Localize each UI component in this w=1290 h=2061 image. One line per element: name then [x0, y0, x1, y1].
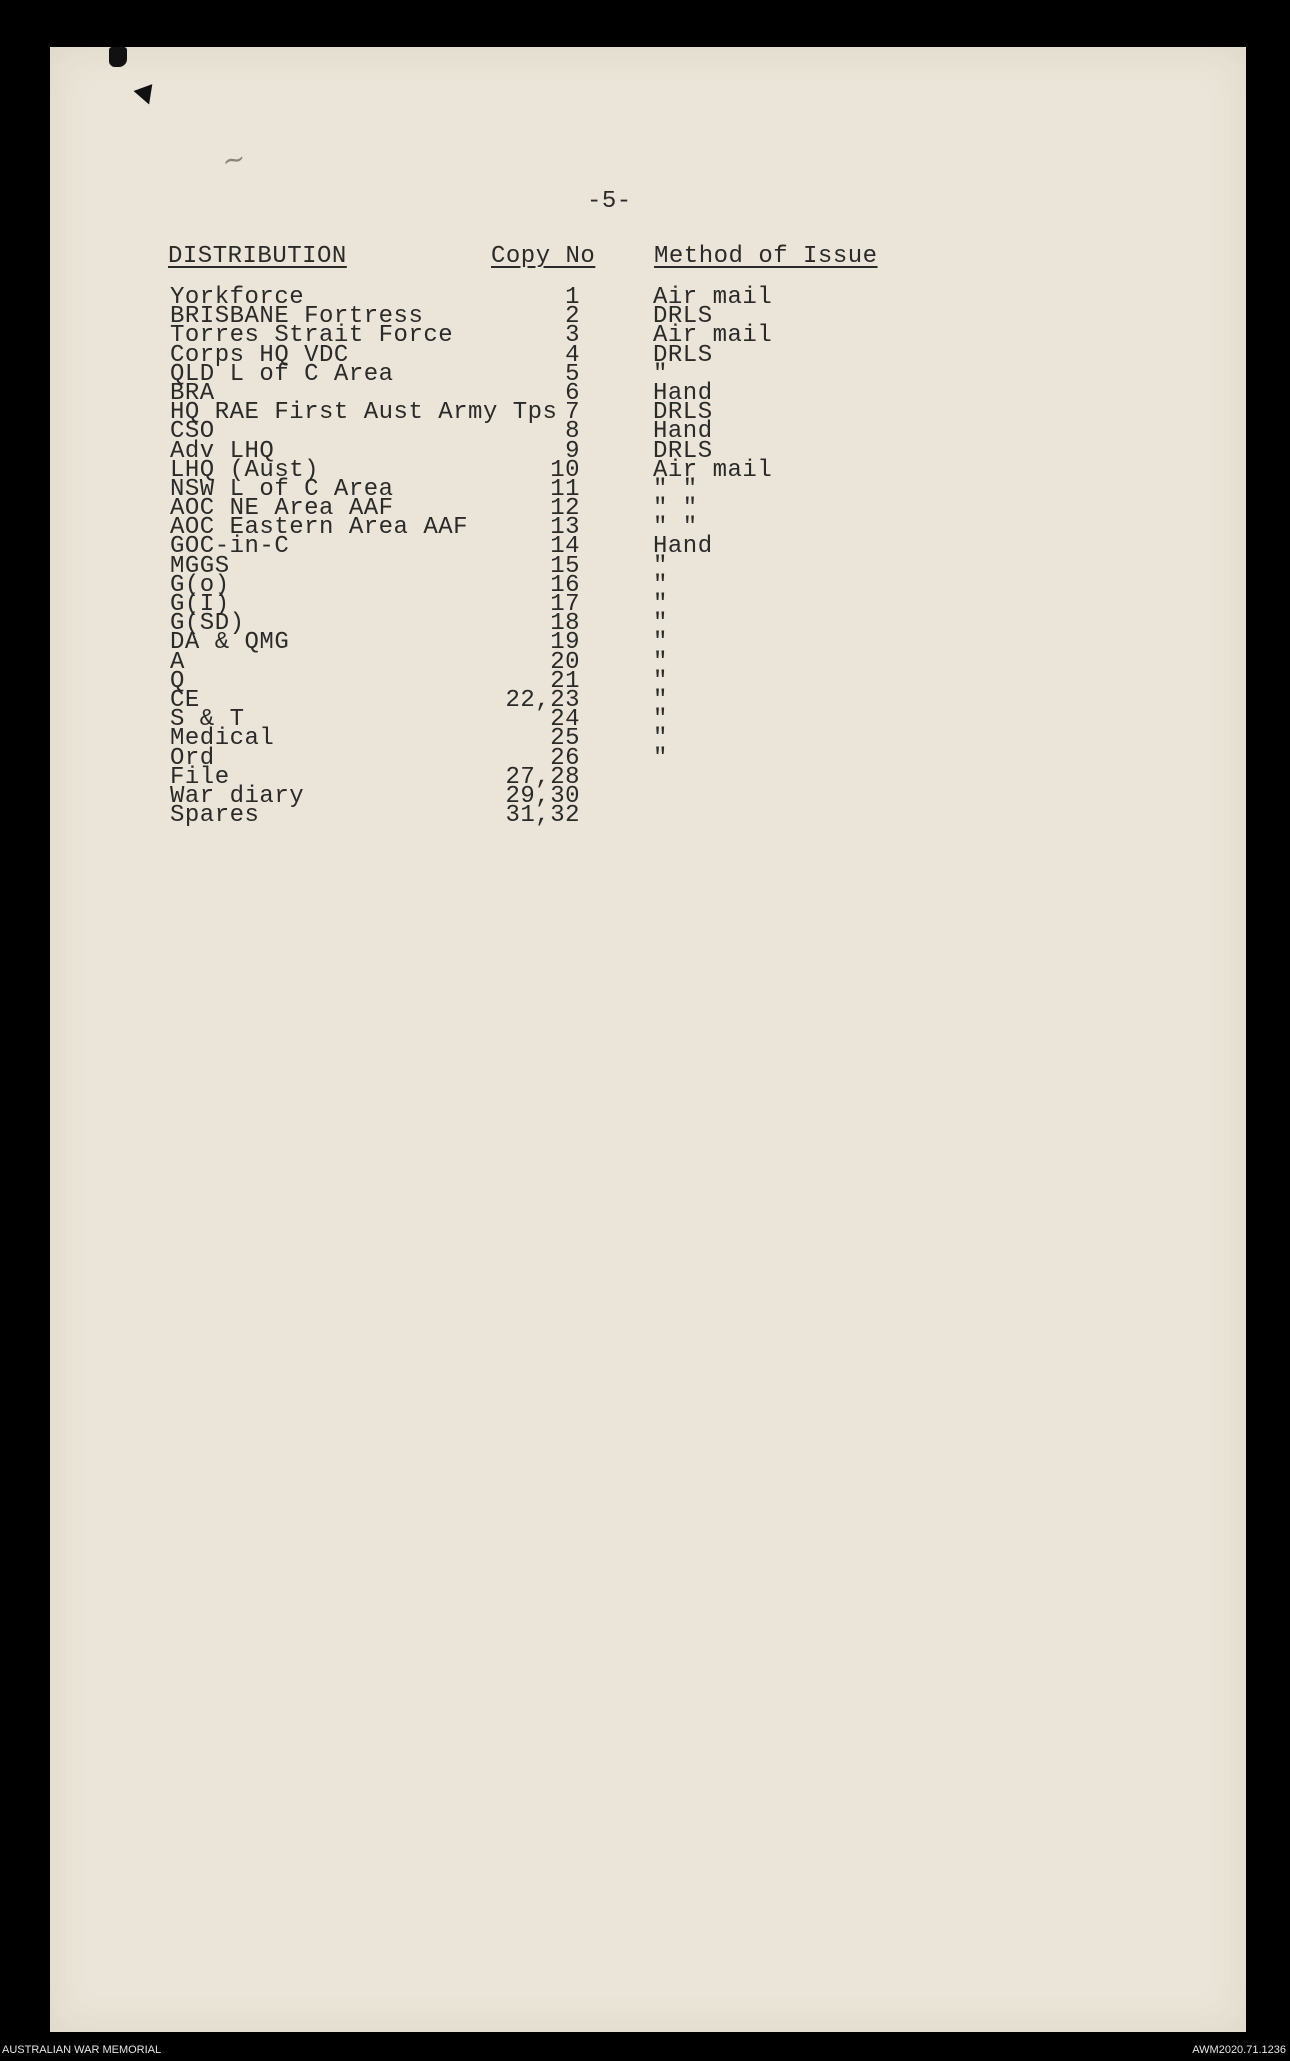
footer-institution: AUSTRALIAN WAR MEMORIAL — [2, 2044, 162, 2056]
recipient-cell: CE — [170, 686, 200, 714]
copy-number-cell: 2 — [565, 303, 580, 331]
copy-number-cell: 11 — [550, 475, 580, 503]
method-cell: " — [653, 706, 668, 734]
distribution-row — [50, 802, 1246, 830]
copy-number-cell: 6 — [565, 379, 580, 407]
method-cell: " — [653, 610, 668, 638]
recipient-cell: Medical — [170, 725, 275, 753]
copy-number-cell: 10 — [550, 456, 580, 484]
copy-number-cell: 12 — [550, 495, 580, 523]
recipient-cell: HQ RAE First Aust Army Tps — [170, 399, 558, 427]
recipient-cell: War diary — [170, 782, 305, 810]
recipient-cell: S & T — [170, 706, 245, 734]
recipient-cell: NSW L of C Area — [170, 475, 394, 503]
copy-number-cell: 29,30 — [505, 782, 580, 810]
copy-number-cell: 19 — [550, 629, 580, 657]
copy-number-cell: 4 — [565, 341, 580, 369]
recipient-cell: G(I) — [170, 591, 230, 618]
method-cell: " — [653, 725, 668, 753]
copy-number-cell: 7 — [565, 399, 580, 427]
copy-number-cell: 3 — [565, 322, 580, 350]
page-number: -5- — [587, 188, 632, 215]
distribution-row — [50, 725, 1246, 753]
recipient-cell: MGGS — [170, 552, 230, 580]
method-cell: " — [653, 629, 668, 657]
copy-number-cell: 9 — [565, 437, 580, 465]
copy-number-cell: 27,28 — [505, 763, 580, 791]
pencil-mark: ~ — [218, 140, 249, 179]
copy-number-cell: 31,32 — [505, 802, 580, 830]
method-cell: Air mail — [653, 322, 773, 350]
recipient-cell: Yorkforce — [170, 284, 305, 311]
method-cell: Air mail — [653, 456, 773, 484]
method-cell: " " — [653, 495, 698, 523]
copy-number-cell: 13 — [550, 514, 580, 542]
distribution-row — [50, 360, 1246, 388]
method-cell: " — [653, 686, 668, 714]
copy-number-cell: 26 — [550, 744, 580, 772]
method-cell: DRLS — [653, 341, 713, 369]
method-cell: Hand — [653, 379, 713, 407]
recipient-cell: Adv LHQ — [170, 437, 275, 465]
footer-reference: AWM2020.71.1236 — [1192, 2044, 1286, 2056]
distribution-row — [50, 667, 1246, 695]
recipient-cell: Ord — [170, 744, 215, 772]
recipient-cell: BRA — [170, 379, 215, 407]
recipient-cell: Spares — [170, 802, 260, 830]
recipient-cell: G(o) — [170, 571, 230, 599]
copy-number-cell: 8 — [565, 418, 580, 446]
method-cell: DRLS — [653, 303, 713, 331]
method-cell: Air mail — [653, 284, 773, 311]
method-cell: " " — [653, 475, 698, 503]
recipient-cell: A — [170, 648, 185, 676]
recipient-cell: File — [170, 763, 230, 791]
method-cell: DRLS — [653, 437, 713, 465]
method-cell: " — [653, 667, 668, 695]
recipient-cell: LHQ (Aust) — [170, 456, 320, 484]
method-header: Method of Issue — [654, 243, 878, 270]
recipient-cell: G(SD) — [170, 610, 245, 638]
method-cell: " — [653, 552, 668, 580]
copy-number-cell: 21 — [550, 667, 580, 695]
distribution-row — [50, 399, 1246, 427]
copy-number-cell: 18 — [550, 610, 580, 638]
copy-number-cell: 14 — [550, 533, 580, 561]
document-page — [50, 47, 1246, 2032]
copy-number-cell: 24 — [550, 706, 580, 734]
copy-number-cell: 20 — [550, 648, 580, 676]
copy-number-cell: 16 — [550, 571, 580, 599]
method-cell: " — [653, 591, 668, 618]
method-cell: Hand — [653, 418, 713, 446]
method-cell: " — [653, 744, 668, 772]
recipient-cell: DA & QMG — [170, 629, 290, 657]
recipient-cell: AOC NE Area AAF — [170, 495, 394, 523]
method-cell: Hand — [653, 533, 713, 561]
recipient-cell: Corps HQ VDC — [170, 341, 349, 369]
recipient-cell: Q — [170, 667, 185, 695]
method-cell: " " — [653, 514, 698, 542]
copy-number-cell: 17 — [550, 591, 580, 618]
recipient-cell: AOC Eastern Area AAF — [170, 514, 469, 542]
method-cell: " — [653, 360, 668, 388]
recipient-cell: CSO — [170, 418, 215, 446]
method-cell: DRLS — [653, 399, 713, 427]
distribution-row — [50, 629, 1246, 657]
copy-number-cell: 15 — [550, 552, 580, 580]
ink-mark — [134, 84, 159, 108]
distribution-header: DISTRIBUTION — [168, 243, 347, 270]
copy-number-cell: 1 — [565, 284, 580, 311]
recipient-cell: GOC-in-C — [170, 533, 290, 561]
distribution-row — [50, 648, 1246, 676]
copy-number-cell: 22,23 — [505, 686, 580, 714]
copy-no-header: Copy No — [491, 243, 596, 270]
ink-blot — [109, 47, 127, 67]
method-cell: " — [653, 648, 668, 676]
recipient-cell: QLD L of C Area — [170, 360, 394, 388]
copy-number-cell: 25 — [550, 725, 580, 753]
copy-number-cell: 5 — [565, 360, 580, 388]
distribution-list — [50, 284, 1246, 830]
recipient-cell: BRISBANE Fortress — [170, 303, 424, 331]
recipient-cell: Torres Strait Force — [170, 322, 454, 350]
method-cell: " — [653, 571, 668, 599]
